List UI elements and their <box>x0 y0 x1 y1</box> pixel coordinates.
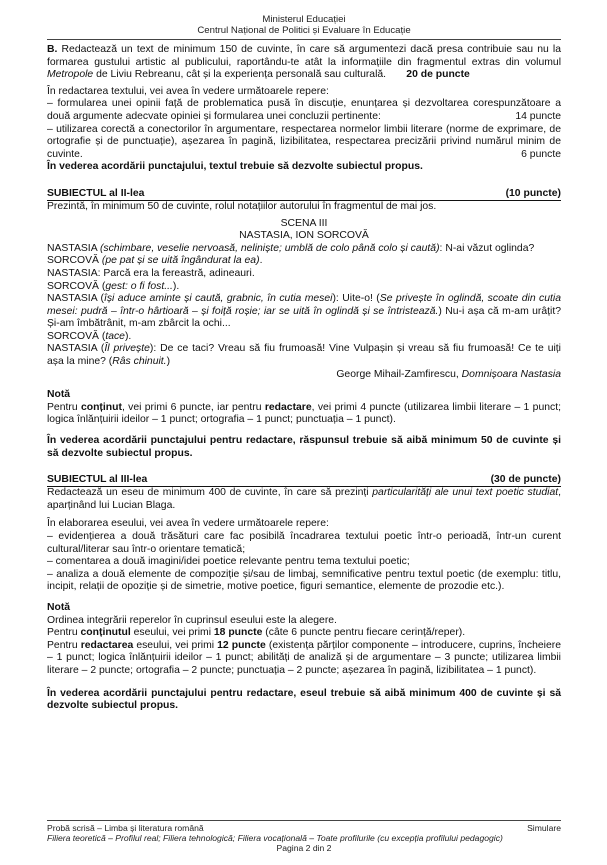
subject-2-title: SUBIECTUL al II-lea <box>47 187 145 199</box>
subject-3-req3: – analiza a două elemente de compoziție și/sau de limbaj, semnificative pentru textul poetic (de exemplu: titlu, incipit, relații de opoziție și de simetrie, motive poetice, figuri semantice, elemente de prozodie etc.). <box>47 568 561 593</box>
dialogue-line: SORCOVĂ (tace). <box>47 330 132 342</box>
dialogue-line: NASTASIA: Parcă era la fereastră, adineauri. <box>47 267 255 279</box>
dialogue-line: NASTASIA (schimbare, veselie nervoasă, neliniște; umblă de colo până colo și caută): N-ai văzut oglinda? <box>47 242 535 254</box>
dialogue-line: SORCOVĂ (pe pat și se uită îngândurat la ea). <box>47 255 263 267</box>
section-b-req2-points: 6 puncte <box>521 148 561 160</box>
footer-page-number: Pagina 2 din 2 <box>276 843 332 853</box>
subject-3-header <box>47 474 561 487</box>
subject-3-order: Ordinea integrării reperelor în cuprinsul eseului este la alegere. <box>47 614 337 626</box>
footer-exam: Probă scrisă – Limba și literatura română <box>47 823 204 833</box>
subject-2-note-title: Notă <box>47 389 71 401</box>
subject-3-task: Redactează un eseu de minimum 400 de cuvinte, în care să prezinți particularități ale unui text poetic studiat, aparținând lui Lucian Blaga. <box>47 487 561 511</box>
section-b-req1-points: 14 puncte <box>515 110 561 122</box>
fragment-source: George Mihail-Zamfirescu, Domnișoara Nastasia <box>336 368 561 380</box>
subject-3-intro: În elaborarea eseului, vei avea în vedere următoarele repere: <box>47 518 329 530</box>
subject-3-redactare-points: Pentru redactarea eseului, vei primi 12 puncte (existența părților componente – introducere, cuprins, încheiere – 1 punct; logica înlănțuirii ideilor – 1 punct; abilități de analiză și de argumentare – 3 puncte; utilizarea limbii literare – 2 puncte; ortografia – 2 puncte; punctuația – 2 puncte; așezarea în pagină, lizibilitatea – 1 punct). <box>47 639 562 676</box>
subject-3-points: (30 de puncte) <box>490 474 561 486</box>
document-page <box>47 14 561 713</box>
section-b-points: 20 de puncte <box>406 69 470 81</box>
page-header <box>47 14 561 36</box>
subject-3-req1: – evidențierea a două trăsături care fac posibilă încadrarea textului poetic într-o perioadă, într-un curent cultural/literar sau într-o orientare tematică; <box>47 531 561 555</box>
footer-divider <box>47 820 561 821</box>
subject-2-task: Prezintă, în minimum 50 de cuvinte, rolul notațiilor autorului în fragmentul de mai jos. <box>47 200 437 212</box>
subject-3-bold-note: În vederea acordării punctajului pentru redactare, eseul trebuie să aibă minimum 400 de cuvinte și să dezvolte subiectul propus. <box>47 687 561 712</box>
page-footer <box>47 820 561 853</box>
section-b-task: B. Redactează un text de minimum 150 de cuvinte, în care să argumentezi dacă presa contribuie sau nu la formarea gustului artistic al publicului, raportându-te atât la informațiile din fragmentul extras din volumul Metropole de Liviu Rebreanu, cât și la experiența personală sau culturală. 20 de puncte <box>47 44 561 81</box>
dialogue-line: NASTASIA (Îl privește): De ce taci? Vreau să fiu frumoasă! Vine Vulpașin și vreau să fiu frumoasă! Ce te uiți așa la mine? (Râs chinuit.) <box>47 343 561 368</box>
subject-3-req2: – comentarea a două imagini/idei poetice relevante pentru tema textului poetic; <box>47 556 410 568</box>
scene-title: SCENA III <box>280 217 328 229</box>
section-b-intro: În redactarea textului, vei avea în vedere următoarele repere: <box>47 85 329 97</box>
footer-profiles: Filiera teoretică – Profilul real; Filiera tehnologică; Filiera vocațională – Toate profilurile (cu excepția profilului pedagogic) <box>47 833 503 843</box>
scene-characters: NASTASIA, ION SORCOVĂ <box>239 230 369 242</box>
subject-3-title: SUBIECTUL al III-lea <box>47 474 148 486</box>
footer-simulation: Simulare <box>527 823 561 833</box>
header-center: Centrul Național de Politici și Evaluare în Educație <box>197 25 411 36</box>
dialogue-line: NASTASIA (își aduce aminte și caută, grabnic, în cutia mesei): Uite-o! (Se privește în oglindă, scoate din cutia mesei: pudră – într-o hârtioară – și foiță roșie; iar se uită în oglindă și se întristează.) Nu-i așa că m-am urâțit? Și-am îmbătrânit, m-am zbârcit la ochi... <box>47 293 561 330</box>
subject-2-header <box>47 188 561 201</box>
section-b-req2: – utilizarea corectă a conectorilor în argumentare, respectarea normelor limbii literare (norme de exprimare, de ortografie și de punctuație), așezarea în pagină, lizibilitatea, respectarea precizării privind numărul minim de cuvinte. <box>47 123 561 160</box>
section-b-req1: – formularea unei opinii față de problematica pusă în discuție, enunțarea și dezvoltarea corespunzătoare a două argumente adecvate opiniei și formularea unei concluzii pertinente: <box>47 98 561 122</box>
dialogue-line: SORCOVĂ (gest: o fi fost...). <box>47 280 180 292</box>
subject-3-content-points: Pentru conținutul eseului, vei primi 18 puncte (câte 6 puncte pentru fiecare cerință/reper). <box>47 627 466 639</box>
subject-2-bold-note: În vederea acordării punctajului pentru redactare, răspunsul trebuie să aibă minimum 50 de cuvinte și să dezvolte subiectul propus. <box>47 435 561 459</box>
subject-2-note-text: Pentru conținut, vei primi 6 puncte, iar pentru redactare, vei primi 4 puncte (utilizarea limbii literare – 1 punct; logica înlănțuirii ideilor – 1 punct; ortografia – 1 punct; punctuația – 1 punct). <box>47 401 561 426</box>
subject-3-note-title: Notă <box>47 601 71 613</box>
header-ministry: Ministerul Educației <box>262 14 346 25</box>
subject-2-points: (10 puncte) <box>505 187 561 199</box>
section-b-note: În vederea acordării punctajului, textul trebuie să dezvolte subiectul propus. <box>47 161 423 173</box>
header-divider <box>47 39 561 40</box>
